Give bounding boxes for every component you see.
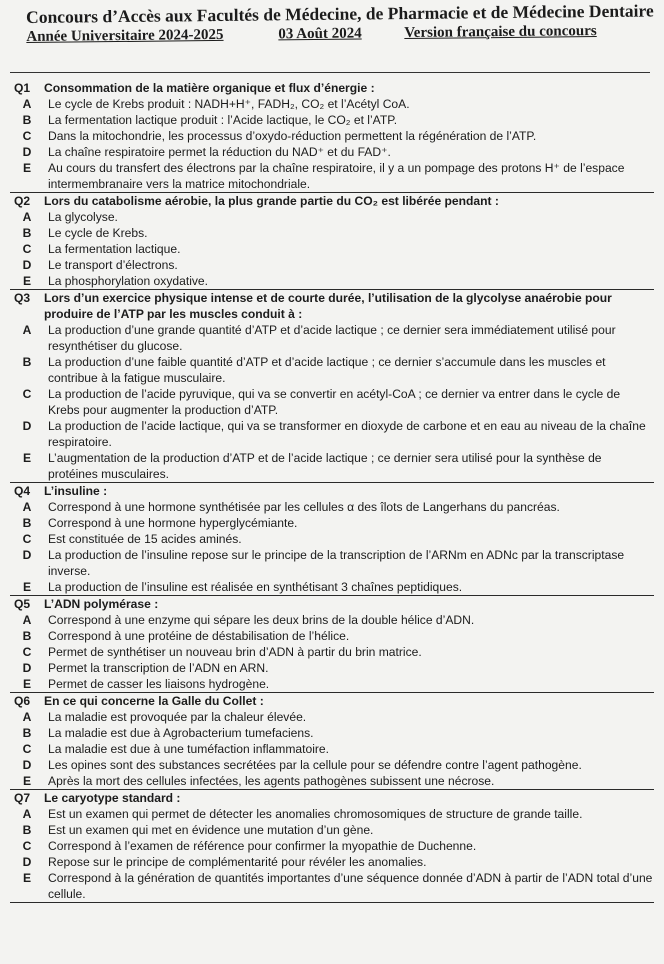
option-letter: B [22, 629, 32, 643]
answer-option [10, 322, 654, 354]
answer-option [10, 612, 654, 628]
option-text: Est un examen qui permet de détecter les anomalies chromosomiques de structure de grande taille. [48, 807, 583, 821]
exam-date: 03 Août 2024 [278, 25, 362, 43]
option-text: Après la mort des cellules infectées, les agents pathogènes subissent une nécrose. [48, 774, 495, 788]
option-text: La phosphorylation oxydative. [48, 274, 209, 288]
option-text: Correspond à une protéine de déstabilisation de l’hélice. [48, 629, 350, 643]
answer-option [10, 741, 654, 757]
option-letter: E [22, 161, 32, 175]
answer-option [10, 660, 654, 676]
answer-option [10, 531, 654, 547]
option-text: La production de l’acide lactique, qui va se transformer en dioxyde de carbone et en eau au niveau de la chaîne respiratoire. [48, 419, 646, 449]
exam-header [26, 0, 654, 46]
answer-option [10, 160, 654, 192]
option-text: La fermentation lactique. [48, 242, 181, 256]
option-letter: D [22, 548, 32, 562]
question-number: Q4 [14, 484, 31, 498]
option-text: L’augmentation de la production d’ATP et de l’acide lactique ; ce dernier sera utilisé pour la synthèse de protéines musculaires. [48, 451, 602, 481]
option-letter: C [22, 839, 32, 853]
question-number: Q3 [14, 291, 31, 305]
question-header [10, 790, 654, 806]
option-letter: A [22, 210, 32, 224]
header-divider [10, 72, 650, 73]
answer-option [10, 128, 654, 144]
option-letter: B [22, 226, 32, 240]
option-letter: C [22, 129, 32, 143]
option-text: La production de l’acide pyruvique, qui va se convertir en acétyl-CoA ; ce dernier va entrer dans le cycle de Krebs pour augmenter la production d’ATP. [48, 387, 621, 417]
option-letter: A [22, 500, 32, 514]
answer-option [10, 273, 654, 289]
option-text: La production d’une grande quantité d’ATP et d’acide lactique ; ce dernier sera immédiatement utilisé pour resynthétiser du glucose. [48, 323, 616, 353]
answer-option [10, 112, 654, 128]
option-letter: D [22, 258, 32, 272]
option-letter: C [22, 387, 32, 401]
option-text: Permet de synthétiser un nouveau brin d’ADN à partir du brin matrice. [48, 645, 422, 659]
question-text: Lors du catabolisme aérobie, la plus grande partie du CO₂ est libérée pendant : [44, 194, 499, 208]
exam-title: Concours d’Accès aux Facultés de Médecine, de Pharmacie et de Médecine Dentaire [26, 0, 654, 27]
answer-option [10, 644, 654, 660]
answer-option [10, 676, 654, 692]
option-text: Correspond à une hormone synthétisée par les cellules α des îlots de Langerhans du pancréas. [48, 500, 560, 514]
option-text: La production d’une faible quantité d’ATP et d’acide lactique ; ce dernier s’accumule dans les muscles et contribue à la fatigue musculaire. [48, 355, 606, 385]
option-text: Le cycle de Krebs. [48, 226, 148, 240]
question-header [10, 193, 654, 209]
option-letter: B [22, 726, 32, 740]
option-letter: C [22, 532, 32, 546]
answer-option [10, 515, 654, 531]
question-number: Q1 [14, 81, 31, 95]
question-header [10, 693, 654, 709]
answer-option [10, 241, 654, 257]
option-text: La maladie est due à Agrobacterium tumefaciens. [48, 726, 314, 740]
option-letter: A [22, 97, 32, 111]
question-block-5 [10, 596, 654, 693]
option-text: Permet la transcription de l’ADN en ARN. [48, 661, 269, 675]
option-text: La maladie est due à une tuméfaction inflammatoire. [48, 742, 330, 756]
question-block-6 [10, 693, 654, 790]
answer-option [10, 499, 654, 515]
option-text: Correspond à une hormone hyperglycémiante. [48, 516, 298, 530]
option-text: Dans la mitochondrie, les processus d’oxydo-réduction permettent la régénération de l’ATP. [48, 129, 537, 143]
option-text: Est constituée de 15 acides aminés. [48, 532, 242, 546]
answer-option [10, 822, 654, 838]
answer-option [10, 806, 654, 822]
option-letter: B [22, 516, 32, 530]
question-block-2 [10, 193, 654, 290]
question-header [10, 290, 654, 322]
option-text: Le transport d’électrons. [48, 258, 178, 272]
option-letter: E [22, 451, 32, 465]
question-text: Le caryotype standard : [44, 791, 181, 805]
question-block-3 [10, 290, 654, 483]
option-letter: A [22, 323, 32, 337]
answer-option [10, 628, 654, 644]
option-text: La maladie est provoquée par la chaleur élevée. [48, 710, 307, 724]
option-letter: A [22, 710, 32, 724]
question-header [10, 596, 654, 612]
answer-option [10, 854, 654, 870]
answer-option [10, 838, 654, 854]
question-number: Q2 [14, 194, 31, 208]
answer-option [10, 725, 654, 741]
answer-option [10, 144, 654, 160]
academic-year: Année Universitaire 2024-2025 [26, 26, 224, 45]
option-text: Correspond à une enzyme qui sépare les deux brins de la double hélice d’ADN. [48, 613, 475, 627]
option-letter: A [22, 807, 32, 821]
question-text: Lors d’un exercice physique intense et de courte durée, l’utilisation de la glycolyse anaérobie pour produire de l’ATP par les muscles conduit à : [44, 291, 612, 321]
option-letter: E [22, 774, 32, 788]
option-text: Correspond à la génération de quantités importantes d’une séquence donnée d’ADN à partir de l’ADN total d’une cellule. [48, 871, 653, 901]
option-letter: C [22, 742, 32, 756]
question-number: Q7 [14, 791, 31, 805]
option-text: Au cours du transfert des électrons par la chaîne respiratoire, il y a un pompage des protons H⁺ de l’espace intermembranaire vers la matrice mitochondriale. [48, 161, 625, 191]
option-letter: D [22, 758, 32, 772]
answer-option [10, 773, 654, 789]
option-letter: D [22, 145, 32, 159]
answer-option [10, 547, 654, 579]
answer-option [10, 450, 654, 482]
question-block-1 [10, 80, 654, 193]
option-text: Permet de casser les liaisons hydrogène. [48, 677, 270, 691]
question-header [10, 80, 654, 96]
option-text: La chaîne respiratoire permet la réduction du NAD⁺ et du FAD⁺. [48, 145, 391, 159]
answer-option [10, 209, 654, 225]
question-number: Q5 [14, 597, 31, 611]
option-text: Repose sur le principe de complémentarité pour révéler les anomalies. [48, 855, 427, 869]
option-letter: E [22, 677, 32, 691]
question-text: Consommation de la matière organique et flux d’énergie : [44, 81, 375, 95]
answer-option [10, 709, 654, 725]
question-header [10, 483, 654, 499]
option-letter: C [22, 242, 32, 256]
answer-option [10, 257, 654, 273]
answer-option [10, 386, 654, 418]
option-text: La production de l’insuline est réalisée en synthétisant 3 chaînes peptidiques. [48, 580, 463, 594]
option-text: La glycolyse. [48, 210, 118, 224]
option-text: Les opines sont des substances secrétées par la cellule pour se défendre contre l’agent pathogène. [48, 758, 582, 772]
exam-version: Version française du concours [404, 23, 597, 42]
option-text: La production de l’insuline repose sur le principe de la transcription de l’ARNm en ADNc par la transcriptase inverse. [48, 548, 625, 578]
question-text: L’ADN polymérase : [44, 597, 159, 611]
answer-option [10, 354, 654, 386]
option-letter: D [22, 855, 32, 869]
answer-option [10, 96, 654, 112]
question-text: En ce qui concerne la Galle du Collet : [44, 694, 264, 708]
option-letter: D [22, 419, 32, 433]
question-text: L’insuline : [44, 484, 108, 498]
option-letter: E [22, 580, 32, 594]
answer-option [10, 418, 654, 450]
option-letter: B [22, 113, 32, 127]
option-text: La fermentation lactique produit : l’Acide lactique, le CO₂ et l’ATP. [48, 113, 398, 127]
answer-option [10, 757, 654, 773]
option-letter: E [22, 871, 32, 885]
question-block-4 [10, 483, 654, 596]
question-number: Q6 [14, 694, 31, 708]
option-letter: A [22, 613, 32, 627]
question-block-7 [10, 790, 654, 903]
option-letter: D [22, 661, 32, 675]
option-letter: B [22, 823, 32, 837]
option-letter: E [22, 274, 32, 288]
option-text: Correspond à l’examen de référence pour confirmer la myopathie de Duchenne. [48, 839, 477, 853]
option-text: Est un examen qui met en évidence une mutation d’un gène. [48, 823, 374, 837]
option-letter: B [22, 355, 32, 369]
answer-option [10, 579, 654, 595]
answer-option [10, 225, 654, 241]
option-letter: C [22, 645, 32, 659]
question-list [10, 80, 654, 903]
option-text: Le cycle de Krebs produit : NADH+H⁺, FADH₂, CO₂ et l’Acétyl CoA. [48, 97, 410, 111]
answer-option [10, 870, 654, 902]
